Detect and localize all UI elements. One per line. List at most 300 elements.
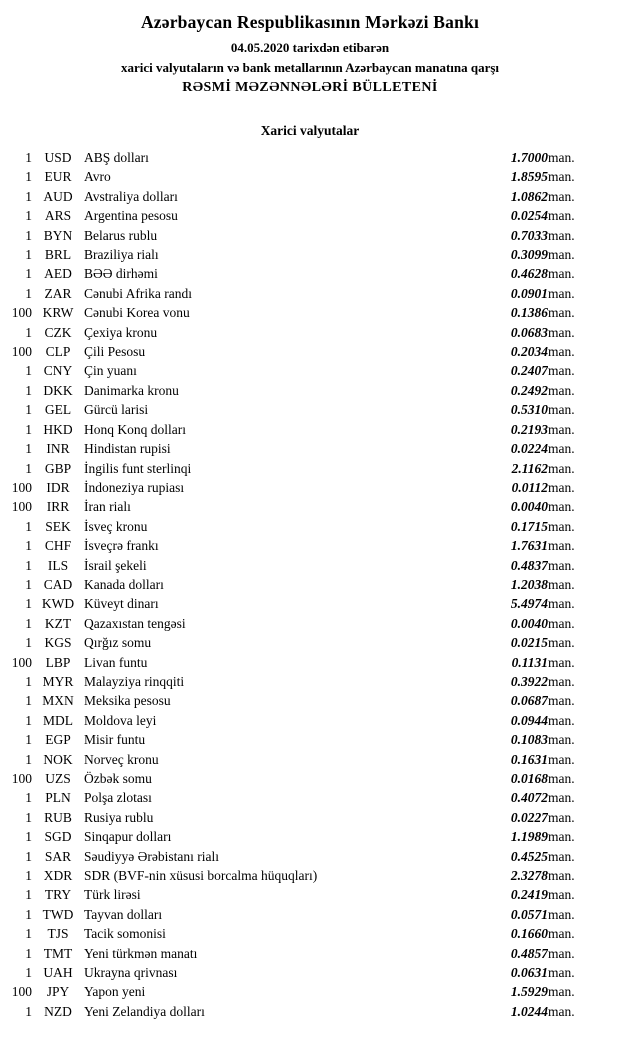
rates-table-body — [0, 148, 620, 1021]
rate-row — [0, 594, 620, 613]
rate-unit: man. — [548, 887, 575, 903]
currency-code: SEK — [45, 518, 71, 534]
rate-row — [0, 633, 620, 652]
row-right-spacer — [594, 400, 620, 419]
currency-code: SGD — [44, 829, 72, 845]
row-right-spacer — [594, 556, 620, 575]
currency-code: CHF — [44, 538, 72, 554]
row-right-spacer — [594, 905, 620, 924]
currency-code: CLP — [45, 344, 71, 360]
rate-row — [0, 187, 620, 206]
rate-row — [0, 827, 620, 846]
currency-code: HKD — [43, 421, 73, 437]
effective-date: 04.05.2020 tarixdən etibarən — [230, 40, 390, 55]
rate-unit: man. — [548, 945, 575, 961]
rate-value: 1.7000 — [510, 150, 548, 165]
rate-value: 0.2193 — [510, 421, 548, 437]
rate-row — [0, 381, 620, 400]
currency-code: AUD — [43, 188, 73, 204]
rate-unit: man. — [548, 771, 575, 786]
rate-value: 1.2038 — [510, 576, 548, 592]
rate-quantity: 1 — [25, 227, 32, 243]
row-right-spacer — [594, 982, 620, 1001]
currency-code: EUR — [44, 169, 72, 185]
rate-unit: man. — [548, 557, 575, 573]
currency-name: Tayvan dolları — [84, 906, 163, 922]
currency-code: UZS — [45, 771, 71, 786]
rate-row — [0, 730, 620, 749]
rate-value: 1.8595 — [510, 169, 548, 185]
rate-value: 0.0215 — [510, 635, 548, 651]
rate-quantity: 100 — [11, 654, 32, 670]
rate-quantity: 1 — [25, 460, 32, 476]
rate-unit: man. — [548, 712, 575, 728]
currency-name: Ukrayna qrivnası — [84, 965, 178, 981]
rate-unit: man. — [548, 635, 575, 651]
rate-row — [0, 517, 620, 536]
currency-name: Çin yuanı — [84, 363, 137, 379]
rate-row — [0, 439, 620, 458]
rate-quantity: 1 — [25, 868, 32, 884]
row-right-spacer — [594, 206, 620, 225]
section-title-foreign-currencies: Xarici valyutalar — [260, 123, 360, 138]
currency-name: Çili Pesosu — [84, 344, 146, 360]
rate-unit: man. — [548, 596, 575, 612]
currency-name: Gürcü larisi — [84, 402, 149, 418]
rate-quantity: 1 — [25, 790, 32, 806]
rate-quantity: 1 — [25, 363, 32, 379]
rate-row — [0, 497, 620, 516]
rate-unit: man. — [548, 829, 575, 845]
rate-quantity: 1 — [25, 712, 32, 728]
rate-quantity: 1 — [25, 538, 32, 554]
currency-name: ABŞ dolları — [84, 150, 149, 165]
rate-unit: man. — [548, 926, 575, 942]
rate-unit: man. — [548, 751, 575, 767]
rate-row — [0, 614, 620, 633]
rate-quantity: 100 — [11, 984, 32, 1000]
rate-unit: man. — [548, 363, 575, 379]
currency-name: Avro — [84, 169, 111, 185]
row-right-spacer — [594, 226, 620, 245]
currency-name: Danimarka kronu — [84, 382, 179, 398]
currency-name: Hindistan rupisi — [84, 441, 171, 457]
rate-row — [0, 323, 620, 342]
currency-code: INR — [46, 441, 70, 457]
rate-row — [0, 924, 620, 943]
rate-value: 0.0687 — [510, 693, 548, 709]
rate-unit: man. — [548, 266, 575, 282]
rate-unit: man. — [548, 188, 575, 204]
rate-unit: man. — [548, 576, 575, 592]
row-right-spacer — [594, 847, 620, 866]
rate-quantity: 1 — [25, 615, 32, 631]
rate-value: 2.1162 — [511, 460, 548, 476]
rate-value: 0.1083 — [510, 732, 548, 748]
currency-code: UAH — [43, 965, 73, 981]
currency-code: IRR — [46, 499, 70, 515]
rate-quantity: 1 — [25, 557, 32, 573]
rate-value: 0.0683 — [510, 324, 548, 340]
rate-value: 0.3099 — [510, 247, 548, 263]
rate-value: 0.0040 — [510, 615, 548, 631]
currency-code: IDR — [46, 479, 70, 495]
rate-quantity: 100 — [11, 344, 32, 360]
rate-quantity: 1 — [25, 809, 32, 825]
rate-quantity: 1 — [25, 402, 32, 418]
rate-unit: man. — [548, 732, 575, 748]
row-right-spacer — [594, 963, 620, 982]
currency-name: İsveç kronu — [84, 518, 148, 534]
row-right-spacer — [594, 439, 620, 458]
currency-code: MXN — [42, 693, 74, 709]
currency-name: İran rialı — [84, 499, 131, 515]
row-right-spacer — [594, 788, 620, 807]
rate-unit: man. — [548, 479, 575, 495]
currency-code: KWD — [41, 596, 75, 612]
currency-code: BYN — [43, 227, 73, 243]
rate-unit: man. — [548, 285, 575, 301]
rate-unit: man. — [548, 984, 575, 1000]
rate-row — [0, 264, 620, 283]
rate-quantity: 1 — [25, 169, 32, 185]
currency-name: Türk lirəsi — [84, 887, 141, 903]
rate-quantity: 1 — [25, 848, 32, 864]
row-right-spacer — [594, 866, 620, 885]
row-right-spacer — [594, 885, 620, 904]
rate-unit: man. — [548, 402, 575, 418]
rate-row — [0, 459, 620, 478]
rate-quantity: 1 — [25, 635, 32, 651]
currency-name: İndoneziya rupiası — [84, 479, 185, 495]
row-right-spacer — [594, 944, 620, 963]
rate-quantity: 1 — [25, 266, 32, 282]
rate-row — [0, 420, 620, 439]
currency-code: ARS — [44, 208, 72, 224]
rate-row — [0, 575, 620, 594]
currency-code: SAR — [44, 848, 72, 864]
row-right-spacer — [594, 536, 620, 555]
rate-value: 0.0944 — [510, 712, 548, 728]
rate-value: 0.2407 — [510, 363, 548, 379]
rate-row — [0, 653, 620, 672]
currency-name: Polşa zlotası — [84, 790, 152, 806]
row-right-spacer — [594, 691, 620, 710]
row-right-spacer — [594, 342, 620, 361]
rate-row — [0, 808, 620, 827]
row-right-spacer — [594, 769, 620, 788]
currency-code: XDR — [43, 868, 73, 884]
rate-quantity: 1 — [25, 324, 32, 340]
rate-quantity: 100 — [11, 305, 32, 321]
currency-code: KGS — [44, 635, 72, 651]
currency-name: Kanada dolları — [84, 576, 164, 592]
rate-quantity: 1 — [25, 887, 32, 903]
rate-row — [0, 847, 620, 866]
rate-value: 0.4525 — [510, 848, 548, 864]
currency-name: Yeni Zelandiya dolları — [84, 1003, 205, 1019]
rate-value: 0.2492 — [510, 382, 548, 398]
row-right-spacer — [594, 264, 620, 283]
row-right-spacer — [594, 672, 620, 691]
rate-row — [0, 1002, 620, 1021]
rate-row — [0, 226, 620, 245]
rate-quantity: 1 — [25, 751, 32, 767]
rate-value: 0.0901 — [510, 285, 548, 301]
currency-code: TRY — [44, 887, 72, 903]
rate-quantity: 1 — [25, 518, 32, 534]
rate-row — [0, 556, 620, 575]
rate-value: 0.0224 — [510, 441, 548, 457]
currency-code: AED — [44, 266, 72, 282]
currency-name: Cənubi Korea vonu — [84, 305, 190, 321]
rate-unit: man. — [548, 460, 575, 476]
rate-value: 1.7631 — [510, 538, 548, 554]
rate-unit: man. — [548, 965, 575, 981]
currency-code: MDL — [43, 712, 73, 728]
rate-value: 0.1386 — [510, 305, 548, 321]
rate-quantity: 100 — [11, 479, 32, 495]
rate-unit: man. — [548, 538, 575, 554]
currency-name: Norveç kronu — [84, 751, 159, 767]
rate-row — [0, 905, 620, 924]
rate-quantity: 1 — [25, 247, 32, 263]
rate-value: 0.3922 — [510, 673, 548, 689]
rate-row — [0, 342, 620, 361]
currency-name: Cənubi Afrika randı — [84, 285, 192, 301]
rate-quantity: 1 — [25, 188, 32, 204]
rate-value: 0.1631 — [510, 751, 548, 767]
rate-unit: man. — [548, 809, 575, 825]
rate-row — [0, 400, 620, 419]
rate-unit: man. — [548, 673, 575, 689]
rate-value: 0.4857 — [510, 945, 548, 961]
row-right-spacer — [594, 750, 620, 769]
currency-name: Honq Konq dolları — [84, 421, 186, 437]
rate-unit: man. — [548, 499, 575, 515]
rate-quantity: 1 — [25, 965, 32, 981]
currency-code: MYR — [42, 673, 74, 689]
rate-value: 0.7033 — [510, 227, 548, 243]
rate-quantity: 100 — [11, 771, 32, 786]
rate-row — [0, 672, 620, 691]
row-right-spacer — [594, 653, 620, 672]
rate-quantity: 1 — [25, 596, 32, 612]
rate-value: 0.2419 — [510, 887, 548, 903]
rate-unit: man. — [548, 169, 575, 185]
rate-value: 1.0244 — [510, 1003, 548, 1019]
row-right-spacer — [594, 420, 620, 439]
rate-quantity: 1 — [25, 673, 32, 689]
rate-row — [0, 361, 620, 380]
currency-name: Küveyt dinarı — [84, 596, 159, 612]
rate-value: 0.0631 — [510, 965, 548, 981]
currency-name: Argentina pesosu — [84, 208, 178, 224]
currency-code: ILS — [47, 557, 69, 573]
rate-quantity: 100 — [11, 499, 32, 515]
rate-value: 0.0040 — [510, 499, 548, 515]
rate-unit: man. — [548, 324, 575, 340]
rate-value: 0.1660 — [510, 926, 548, 942]
currency-name: Tacik somonisi — [84, 926, 166, 942]
rate-row — [0, 536, 620, 555]
rate-unit: man. — [548, 1003, 575, 1019]
currency-name: Sinqapur dolları — [84, 829, 172, 845]
currency-name: Braziliya rialı — [84, 247, 159, 263]
rate-unit: man. — [548, 518, 575, 534]
row-right-spacer — [594, 711, 620, 730]
rate-value: 0.0227 — [510, 809, 548, 825]
row-right-spacer — [594, 633, 620, 652]
row-right-spacer — [594, 497, 620, 516]
currency-name: BƏƏ dirhəmi — [84, 266, 158, 282]
currency-code: KRW — [42, 305, 74, 321]
rate-quantity: 1 — [25, 285, 32, 301]
currency-name: İsrail şekeli — [84, 557, 147, 573]
rate-row — [0, 148, 620, 167]
rate-quantity: 1 — [25, 1003, 32, 1019]
currency-code: RUB — [44, 809, 72, 825]
currency-name: Qazaxıstan tengəsi — [84, 615, 186, 631]
currency-name: Qırğız somu — [84, 635, 152, 651]
rate-value: 0.0168 — [510, 771, 548, 786]
rate-value: 0.4628 — [510, 266, 548, 282]
currency-code: LBP — [45, 654, 71, 670]
row-right-spacer — [594, 730, 620, 749]
rate-quantity: 1 — [25, 732, 32, 748]
currency-name: İngilis funt sterlinqi — [84, 460, 192, 476]
row-right-spacer — [594, 148, 620, 167]
rate-unit: man. — [548, 790, 575, 806]
rate-row — [0, 711, 620, 730]
rate-unit: man. — [548, 868, 575, 884]
rate-quantity: 1 — [25, 829, 32, 845]
rate-value: 1.0862 — [510, 188, 548, 204]
rate-quantity: 1 — [25, 926, 32, 942]
rate-unit: man. — [548, 615, 575, 631]
rate-row — [0, 944, 620, 963]
rate-row — [0, 206, 620, 225]
exchange-rates-table — [0, 148, 620, 1021]
rate-value: 0.4072 — [510, 790, 548, 806]
rate-row — [0, 866, 620, 885]
rate-row — [0, 284, 620, 303]
rate-row — [0, 691, 620, 710]
currency-code: TJS — [47, 926, 69, 942]
row-right-spacer — [594, 284, 620, 303]
rate-value: 0.0571 — [510, 906, 548, 922]
rate-quantity: 1 — [25, 576, 32, 592]
rate-quantity: 1 — [25, 150, 32, 165]
rate-quantity: 1 — [25, 693, 32, 709]
rate-value: 5.4974 — [510, 596, 548, 612]
rate-value: 0.0112 — [511, 479, 548, 495]
rate-unit: man. — [548, 906, 575, 922]
currency-name: SDR (BVF-nin xüsusi borcalma hüquqları) — [84, 868, 318, 884]
rate-quantity: 1 — [25, 208, 32, 224]
currency-code: CAD — [43, 576, 73, 592]
currency-name: Çexiya kronu — [84, 324, 158, 340]
currency-code: EGP — [45, 732, 71, 748]
currency-code: BRL — [44, 247, 72, 263]
rate-row — [0, 885, 620, 904]
currency-name: Misir funtu — [84, 732, 146, 748]
row-right-spacer — [594, 245, 620, 264]
rate-row — [0, 245, 620, 264]
row-right-spacer — [594, 614, 620, 633]
rate-unit: man. — [548, 150, 575, 165]
rate-unit: man. — [548, 693, 575, 709]
currency-name: Livan funtu — [84, 654, 148, 670]
rate-value: 1.1989 — [510, 829, 548, 845]
rate-value: 0.5310 — [510, 402, 548, 418]
rate-quantity: 1 — [25, 906, 32, 922]
row-right-spacer — [594, 517, 620, 536]
row-right-spacer — [594, 459, 620, 478]
rate-row — [0, 788, 620, 807]
row-right-spacer — [594, 827, 620, 846]
currency-name: Meksika pesosu — [84, 693, 171, 709]
rate-quantity: 1 — [25, 441, 32, 457]
bulletin-name: RƏSMİ MƏZƏNNƏLƏRİ BÜLLETENİ — [182, 80, 438, 95]
rate-value: 2.3278 — [510, 868, 548, 884]
currency-code: GBP — [44, 460, 72, 476]
bulletin-header — [0, 12, 620, 96]
row-right-spacer — [594, 478, 620, 497]
currency-code: TWD — [42, 906, 74, 922]
currency-code: NOK — [43, 751, 73, 767]
currency-name: Yapon yeni — [84, 984, 146, 1000]
row-right-spacer — [594, 323, 620, 342]
row-right-spacer — [594, 1002, 620, 1021]
row-right-spacer — [594, 924, 620, 943]
row-right-spacer — [594, 167, 620, 186]
bank-title: Azərbaycan Respublikasının Mərkəzi Bankı — [140, 12, 480, 32]
row-right-spacer — [594, 303, 620, 322]
currency-code: DKK — [43, 382, 73, 398]
rate-quantity: 1 — [25, 421, 32, 437]
currency-code: CZK — [44, 324, 72, 340]
rate-value: 0.1715 — [510, 518, 548, 534]
rate-unit: man. — [548, 247, 575, 263]
currency-name: Avstraliya dolları — [84, 188, 178, 204]
rate-unit: man. — [548, 305, 575, 321]
currency-name: Yeni türkmən manatı — [84, 945, 198, 961]
currency-code: TMT — [43, 945, 73, 961]
currency-code: KZT — [44, 615, 72, 631]
row-right-spacer — [594, 187, 620, 206]
currency-name: İsveçrə frankı — [84, 538, 159, 554]
rate-value: 0.0254 — [510, 208, 548, 224]
currency-code: PLN — [45, 790, 71, 806]
row-right-spacer — [594, 575, 620, 594]
rate-unit: man. — [548, 441, 575, 457]
rate-row — [0, 167, 620, 186]
rate-row — [0, 303, 620, 322]
row-right-spacer — [594, 808, 620, 827]
currency-code: ZAR — [44, 285, 72, 301]
rate-quantity: 1 — [25, 382, 32, 398]
rate-row — [0, 963, 620, 982]
rate-row — [0, 478, 620, 497]
rate-unit: man. — [548, 227, 575, 243]
rate-unit: man. — [548, 654, 575, 670]
rate-value: 0.2034 — [510, 344, 548, 360]
currency-name: Moldova leyi — [84, 712, 157, 728]
row-right-spacer — [594, 361, 620, 380]
rate-unit: man. — [548, 344, 575, 360]
rate-unit: man. — [548, 848, 575, 864]
